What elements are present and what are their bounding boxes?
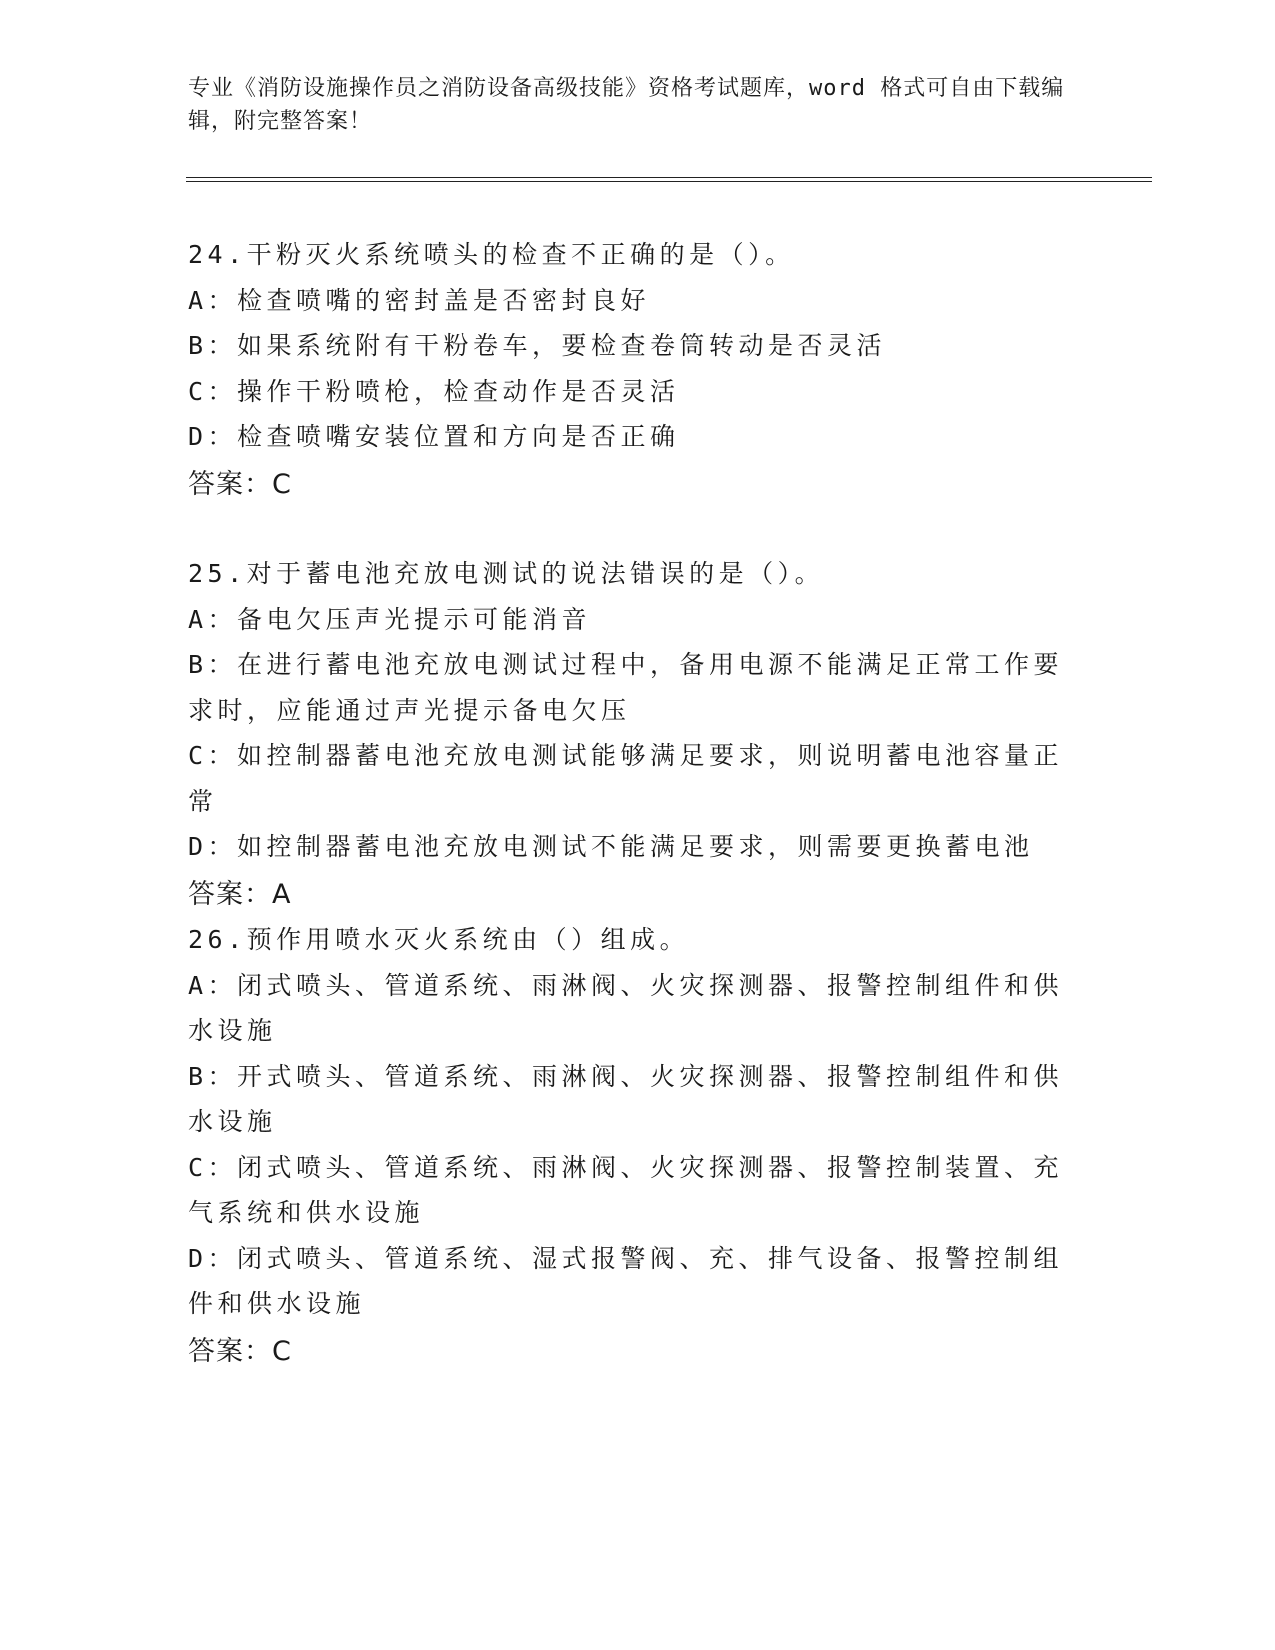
- option-a: A：检查喷嘴的密封盖是否密封良好: [188, 285, 651, 315]
- answer-label: 答案：C: [188, 468, 292, 500]
- option-b: B：开式喷头、管道系统、雨淋阀、火灾探测器、报警控制组件和供水设施: [188, 1061, 1064, 1136]
- question-25: [188, 551, 1088, 917]
- question-stem: 26.预作用喷水灭火系统由（）组成。: [188, 925, 690, 954]
- option-c: C：如控制器蓄电池充放电测试能够满足要求，则说明蓄电池容量正常: [188, 741, 1064, 816]
- question-stem: 25.对于蓄电池充放电测试的说法错误的是（）。: [188, 559, 825, 588]
- question-stem: 24.干粉灭火系统喷头的检查不正确的是（）。: [188, 240, 795, 269]
- option-d: D：检查喷嘴安装位置和方向是否正确: [188, 422, 680, 451]
- option-c: C：闭式喷头、管道系统、雨淋阀、火灾探测器、报警控制装置、充气系统和供水设施: [188, 1152, 1064, 1227]
- option-a: A：备电欠压声光提示可能消音: [188, 604, 592, 634]
- option-a: A：闭式喷头、管道系统、雨淋阀、火灾探测器、报警控制组件和供水设施: [188, 970, 1064, 1045]
- header-divider: [186, 177, 1152, 182]
- document-header: [188, 72, 1068, 138]
- option-b: B：在进行蓄电池充放电测试过程中，备用电源不能满足正常工作要求时，应能通过声光提示备电欠压: [188, 650, 1064, 725]
- question-24: [188, 232, 1088, 507]
- option-b: B：如果系统附有干粉卷车，要检查卷筒转动是否灵活: [188, 331, 887, 360]
- option-c: C：操作干粉喷枪，检查动作是否灵活: [188, 376, 680, 406]
- header-text: 专业《消防设施操作员之消防设备高级技能》资格考试题库，word 格式可自由下载编辑，附完整答案！: [188, 76, 1065, 134]
- answer-label: 答案：A: [188, 878, 292, 910]
- option-d: D：如控制器蓄电池充放电测试不能满足要求，则需要更换蓄电池: [188, 832, 1034, 861]
- answer-label: 答案：C: [188, 1335, 292, 1367]
- option-d: D：闭式喷头、管道系统、湿式报警阀、充、排气设备、报警控制组件和供水设施: [188, 1243, 1064, 1318]
- question-26: [188, 917, 1088, 1374]
